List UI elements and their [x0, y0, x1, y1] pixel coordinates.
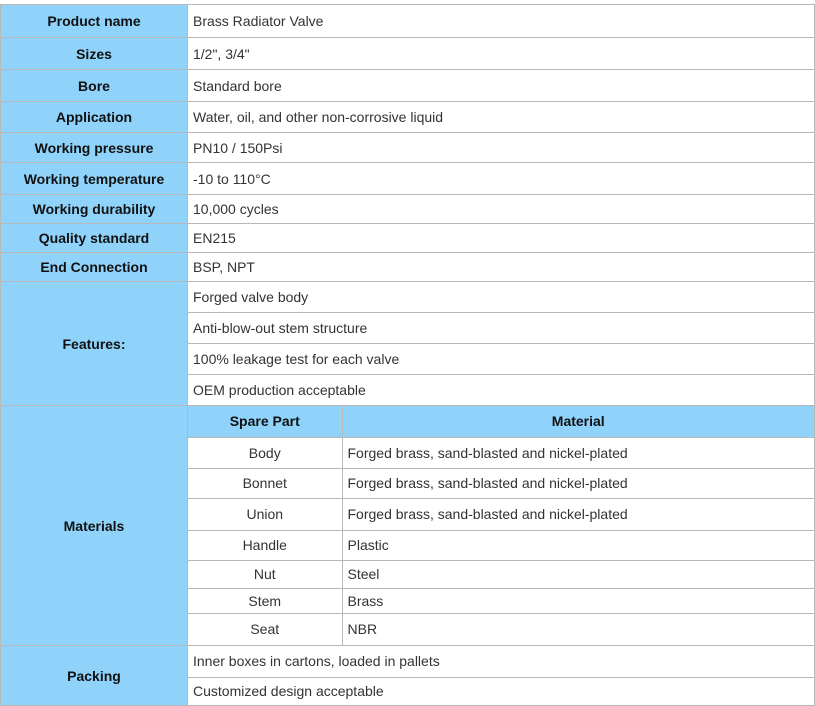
material-value: Forged brass, sand-blasted and nickel-plated	[342, 437, 814, 468]
features-label: Features:	[1, 282, 188, 406]
row-quality-standard	[1, 224, 815, 253]
row-end-connection	[1, 253, 815, 282]
row-bore	[1, 70, 815, 102]
material-row	[188, 498, 814, 530]
spare-part-name: Bonnet	[188, 468, 342, 498]
working-pressure-value: PN10 / 150Psi	[188, 133, 815, 163]
spare-part-name: Handle	[188, 530, 342, 560]
spec-table	[0, 4, 815, 706]
spare-part-name: Stem	[188, 588, 342, 613]
product-name-label: Product name	[1, 5, 188, 38]
end-connection-value: BSP, NPT	[188, 253, 815, 282]
application-value: Water, oil, and other non-corrosive liquid	[188, 102, 815, 133]
quality-standard-value: EN215	[188, 224, 815, 253]
materials-cell	[188, 406, 815, 646]
row-sizes	[1, 38, 815, 70]
spare-part-name: Nut	[188, 560, 342, 588]
features-cell	[188, 282, 815, 406]
row-application	[1, 102, 815, 133]
bore-label: Bore	[1, 70, 188, 102]
material-row	[188, 560, 814, 588]
material-value: Brass	[342, 588, 814, 613]
feature-item	[188, 343, 814, 374]
material-value: Forged brass, sand-blasted and nickel-plated	[342, 498, 814, 530]
sizes-value: 1/2", 3/4"	[188, 38, 815, 70]
spare-part-name: Body	[188, 437, 342, 468]
material-row	[188, 530, 814, 560]
feature-text: 100% leakage test for each valve	[188, 343, 814, 374]
working-temperature-label: Working temperature	[1, 163, 188, 195]
row-features	[1, 282, 815, 406]
application-label: Application	[1, 102, 188, 133]
row-working-durability	[1, 195, 815, 224]
feature-text: Anti-blow-out stem structure	[188, 312, 814, 343]
row-packing	[1, 646, 815, 706]
material-value: Forged brass, sand-blasted and nickel-plated	[342, 468, 814, 498]
working-durability-value: 10,000 cycles	[188, 195, 815, 224]
row-product-name	[1, 5, 815, 38]
row-working-temperature	[1, 163, 815, 195]
row-materials	[1, 406, 815, 646]
features-list	[188, 282, 814, 405]
packing-text: Customized design acceptable	[193, 683, 384, 700]
material-header: Material	[342, 406, 814, 437]
materials-label: Materials	[1, 406, 188, 646]
packing-item	[188, 646, 814, 677]
spare-part-name: Union	[188, 498, 342, 530]
packing-cell	[188, 646, 815, 706]
material-row	[188, 588, 814, 613]
material-row	[188, 468, 814, 498]
packing-item	[188, 677, 814, 705]
feature-text: OEM production acceptable	[193, 381, 366, 398]
materials-table	[188, 406, 814, 645]
materials-header-row	[188, 406, 814, 437]
row-working-pressure	[1, 133, 815, 163]
material-value: NBR	[347, 621, 378, 638]
packing-text: Inner boxes in cartons, loaded in pallets	[188, 646, 814, 677]
sizes-label: Sizes	[1, 38, 188, 70]
feature-item	[188, 374, 814, 405]
spare-part-name: Seat	[188, 613, 342, 645]
bore-value: Standard bore	[188, 70, 815, 102]
packing-list	[188, 646, 814, 705]
material-value: Steel	[342, 560, 814, 588]
material-row	[188, 613, 814, 645]
feature-item	[188, 312, 814, 343]
spare-part-header: Spare Part	[188, 406, 342, 437]
end-connection-label: End Connection	[1, 253, 188, 282]
feature-item	[188, 282, 814, 312]
quality-standard-label: Quality standard	[1, 224, 188, 253]
product-name-value: Brass Radiator Valve	[188, 5, 815, 38]
material-value: Plastic	[342, 530, 814, 560]
working-temperature-value: -10 to 110°C	[188, 163, 815, 195]
working-durability-label: Working durability	[1, 195, 188, 224]
working-pressure-label: Working pressure	[1, 133, 188, 163]
packing-label: Packing	[1, 646, 188, 706]
material-row	[188, 437, 814, 468]
feature-text: Forged valve body	[188, 282, 814, 312]
